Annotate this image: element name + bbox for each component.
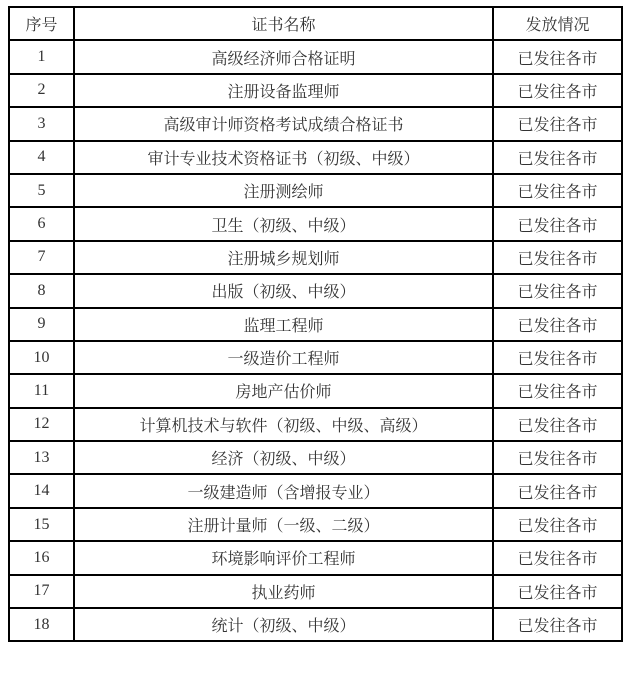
table-row [9, 141, 622, 174]
table-row [9, 241, 622, 274]
cell-name: 环境影响评价工程师 [74, 541, 493, 574]
cell-status: 已发往各市 [493, 174, 622, 207]
cell-status: 已发往各市 [493, 107, 622, 140]
table-row [9, 474, 622, 507]
cell-name: 一级建造师（含增报专业） [74, 474, 493, 507]
cell-status: 已发往各市 [493, 441, 622, 474]
cell-name: 执业药师 [74, 575, 493, 608]
cell-name: 一级造价工程师 [74, 341, 493, 374]
table-row [9, 40, 622, 73]
table-row [9, 107, 622, 140]
header-cell-no: 序号 [9, 7, 74, 40]
cell-no: 15 [9, 508, 74, 541]
cell-name: 注册设备监理师 [74, 74, 493, 107]
cell-no: 7 [9, 241, 74, 274]
cell-status: 已发往各市 [493, 40, 622, 73]
cell-no: 1 [9, 40, 74, 73]
cell-status: 已发往各市 [493, 341, 622, 374]
cell-no: 13 [9, 441, 74, 474]
cell-status: 已发往各市 [493, 141, 622, 174]
cell-name: 注册城乡规划师 [74, 241, 493, 274]
cell-status: 已发往各市 [493, 575, 622, 608]
cell-name: 监理工程师 [74, 308, 493, 341]
cell-status: 已发往各市 [493, 74, 622, 107]
table-row [9, 408, 622, 441]
cell-no: 2 [9, 74, 74, 107]
certificate-table [8, 6, 623, 642]
table-row [9, 441, 622, 474]
table-header [9, 7, 622, 40]
cell-name: 统计（初级、中级） [74, 608, 493, 641]
table-row [9, 308, 622, 341]
table-row [9, 608, 622, 641]
cell-status: 已发往各市 [493, 508, 622, 541]
cell-no: 16 [9, 541, 74, 574]
header-cell-name: 证书名称 [74, 7, 493, 40]
table-row [9, 575, 622, 608]
cell-name: 房地产估价师 [74, 374, 493, 407]
cell-no: 6 [9, 207, 74, 240]
cell-no: 12 [9, 408, 74, 441]
table-row [9, 207, 622, 240]
table-row [9, 508, 622, 541]
cell-no: 4 [9, 141, 74, 174]
cell-name: 出版（初级、中级） [74, 274, 493, 307]
cell-status: 已发往各市 [493, 474, 622, 507]
cell-no: 10 [9, 341, 74, 374]
cell-status: 已发往各市 [493, 241, 622, 274]
cell-name: 高级经济师合格证明 [74, 40, 493, 73]
cell-no: 5 [9, 174, 74, 207]
cell-status: 已发往各市 [493, 608, 622, 641]
cell-status: 已发往各市 [493, 408, 622, 441]
cell-name: 经济（初级、中级） [74, 441, 493, 474]
cell-no: 3 [9, 107, 74, 140]
table-row [9, 341, 622, 374]
cell-status: 已发往各市 [493, 207, 622, 240]
certificate-table-wrapper [8, 6, 621, 642]
cell-no: 11 [9, 374, 74, 407]
header-cell-status: 发放情况 [493, 7, 622, 40]
cell-no: 17 [9, 575, 74, 608]
cell-status: 已发往各市 [493, 541, 622, 574]
cell-name: 审计专业技术资格证书（初级、中级） [74, 141, 493, 174]
cell-no: 9 [9, 308, 74, 341]
cell-name: 高级审计师资格考试成绩合格证书 [74, 107, 493, 140]
table-row [9, 374, 622, 407]
table-row [9, 541, 622, 574]
cell-name: 计算机技术与软件（初级、中级、高级） [74, 408, 493, 441]
cell-no: 18 [9, 608, 74, 641]
cell-name: 注册测绘师 [74, 174, 493, 207]
cell-no: 14 [9, 474, 74, 507]
cell-status: 已发往各市 [493, 308, 622, 341]
table-body [9, 40, 622, 641]
cell-name: 注册计量师（一级、二级） [74, 508, 493, 541]
cell-no: 8 [9, 274, 74, 307]
table-row [9, 274, 622, 307]
cell-status: 已发往各市 [493, 274, 622, 307]
table-row [9, 74, 622, 107]
header-row [9, 7, 622, 40]
cell-name: 卫生（初级、中级） [74, 207, 493, 240]
cell-status: 已发往各市 [493, 374, 622, 407]
table-row [9, 174, 622, 207]
